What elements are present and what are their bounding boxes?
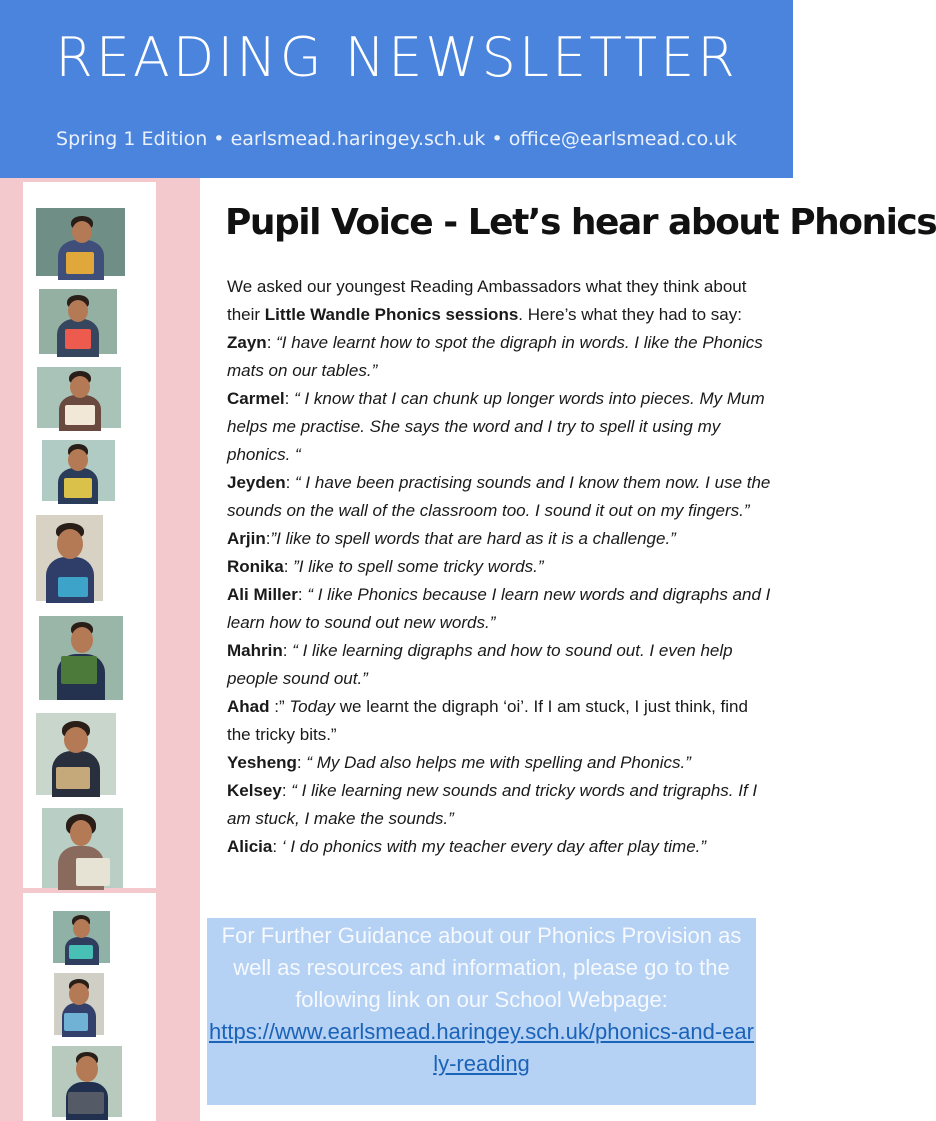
- pupil-quote-italic: Today: [289, 697, 336, 716]
- pupil-name: Jeyden: [227, 473, 286, 492]
- guidance-box: [207, 918, 756, 1105]
- newsletter-subtitle: [0, 128, 793, 150]
- quote-separator: :: [285, 473, 296, 492]
- quote-paragraph: [227, 777, 772, 833]
- quote-paragraph: [227, 833, 772, 861]
- quote-paragraph: [227, 749, 772, 777]
- pupil-photo: [39, 616, 123, 700]
- pupil-photo: [53, 911, 110, 963]
- website-text: earlsmead.haringey.sch.uk: [230, 128, 486, 150]
- intro-bold-text: Little Wandle Phonics sessions: [264, 305, 519, 324]
- pupil-photo: [36, 713, 116, 795]
- pupil-photo: [42, 808, 123, 888]
- pupil-name: Zayn: [227, 333, 267, 352]
- pupil-name: Yesheng: [227, 753, 297, 772]
- pupil-quote: “ I like Phonics because I learn new words and digraphs and I learn how to sound out new words.”: [227, 585, 771, 632]
- pupil-quote: ”I like to spell words that are hard as it is a challenge.”: [270, 529, 676, 548]
- quote-paragraph: [227, 693, 772, 749]
- quote-separator: :: [283, 557, 294, 576]
- quote-paragraph: [227, 581, 772, 637]
- newsletter-title: READING NEWSLETTER: [55, 26, 738, 89]
- quote-open-mark: ”: [278, 697, 290, 716]
- separator-dot: •: [491, 128, 503, 150]
- pupil-photo: [54, 973, 104, 1035]
- pupil-name: Alicia: [227, 837, 273, 856]
- intro-paragraph: [227, 273, 772, 329]
- quote-paragraph: [227, 637, 772, 693]
- quote-separator: :: [284, 389, 295, 408]
- pupil-photo: [37, 367, 121, 428]
- pupil-photo: [39, 289, 117, 354]
- guidance-text: For Further Guidance about our Phonics Provision as well as resources and information, please go to the following link on our School Webpage:: [221, 923, 742, 1012]
- edition-label: Spring 1 Edition: [56, 128, 208, 150]
- pupil-photo: [36, 515, 103, 601]
- pupil-name: Kelsey: [227, 781, 282, 800]
- quote-paragraph: [227, 469, 772, 525]
- pupil-quote: “ I have been practising sounds and I know them now. I use the sounds on the wall of the classroom too. I sound it out on my fingers.”: [227, 473, 771, 520]
- quote-separator: :: [266, 333, 277, 352]
- quote-separator: :: [282, 641, 293, 660]
- pupil-name: Arjin: [227, 529, 266, 548]
- article-body: [227, 273, 772, 861]
- quote-separator: :: [297, 585, 308, 604]
- separator-dot: •: [213, 128, 225, 150]
- quote-separator: :: [269, 697, 279, 716]
- quote-paragraph: [227, 329, 772, 385]
- quote-separator: :: [272, 837, 282, 856]
- pupil-quote: “I have learnt how to spot the digraph in words. I like the Phonics mats on our tables.”: [227, 333, 763, 380]
- quote-paragraph: [227, 385, 772, 469]
- quote-separator: :: [281, 781, 292, 800]
- pupil-photo: [52, 1046, 122, 1117]
- pupil-quote: “ I like learning digraphs and how to sound out. I even help people sound out.”: [227, 641, 733, 688]
- pupil-quote: “ My Dad also helps me with spelling and Phonics.”: [306, 753, 691, 772]
- article-heading: Pupil Voice - Let’s hear about Phonics: [225, 202, 936, 243]
- pupil-photo: [36, 208, 125, 276]
- quote-separator: :: [265, 529, 271, 548]
- pupil-name: Carmel: [227, 389, 285, 408]
- pupil-photo: [42, 440, 115, 501]
- newsletter-header: [0, 0, 793, 178]
- quote-paragraph: [227, 553, 772, 581]
- pupil-name: Ronika: [227, 557, 284, 576]
- quote-separator: :: [296, 753, 307, 772]
- intro-text-end: . Here’s what they had to say:: [518, 305, 742, 324]
- pupil-quote: we learnt the digraph ‘oi’. If I am stuck, I just think, find the tricky bits.”: [227, 697, 748, 744]
- pupil-quote: “ I know that I can chunk up longer words into pieces. My Mum helps me practise. She says the word and I try to spell it using my phonics. “: [227, 389, 765, 464]
- pupil-name: Mahrin: [227, 641, 283, 660]
- intro-text: We asked our youngest Reading Ambassadors what they think about their: [227, 277, 747, 324]
- email-text: office@earlsmead.co.uk: [508, 128, 737, 150]
- quote-paragraph: [227, 525, 772, 553]
- pupil-quote: ‘ I do phonics with my teacher every day after play time.”: [281, 837, 707, 856]
- pupil-name: Ahad: [227, 697, 270, 716]
- pupil-quote: ”I like to spell some tricky words.”: [293, 557, 544, 576]
- pupil-quote: “ I like learning new sounds and tricky words and trigraphs. If I am stuck, I make the sounds.”: [227, 781, 758, 828]
- phonics-page-link[interactable]: https://www.earlsmead.haringey.sch.uk/phonics-and-early-reading: [209, 1019, 754, 1076]
- pupil-name: Ali Miller: [227, 585, 298, 604]
